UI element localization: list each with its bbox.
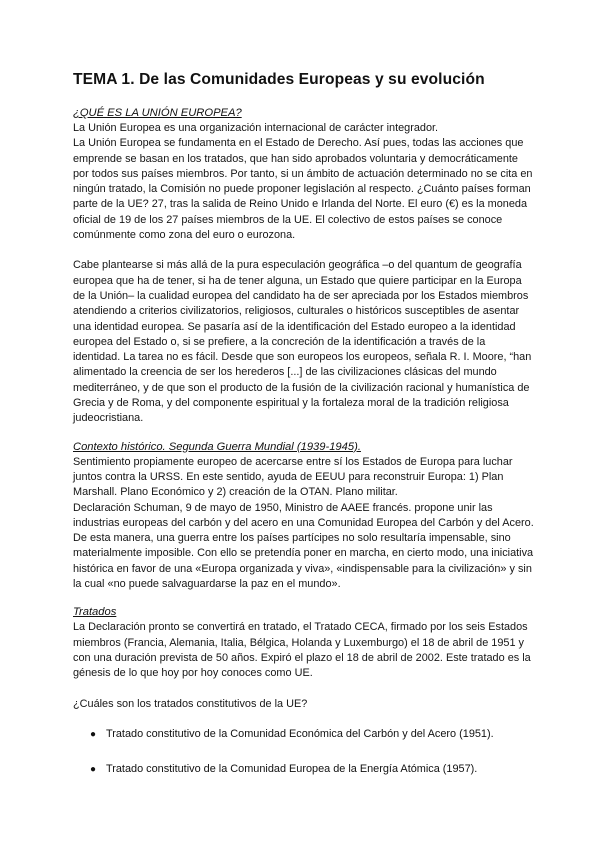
treaty-list [73,727,535,777]
section-historical-context [73,440,535,593]
question-text: ¿Cuáles son los tratados constitutivos de la UE? [73,697,308,710]
section-what-is-eu [73,106,535,427]
section-heading: ¿QUÉ ES LA UNIÓN EUROPEA? [73,107,242,119]
section-heading: Tratados [73,606,117,619]
paragraph: Sentimiento propiamente europeo de acercarse entre sí los Estados de Europa para luchar juntos contra la URSS. En este sentido, ayuda de EEUU para reconstruir Europa: 1) Plan Marshall. Plano Económico y 2) creación de la OTAN. Plano militar. [73,455,513,499]
list-item-text: Tratado constitutivo de la Comunidad Económica del Carbón y del Acero (1951). [106,727,494,740]
paragraph: La Unión Europea es una organización internacional de carácter integrador. [73,122,439,134]
paragraph: Declaración Schuman, 9 de mayo de 1950, Ministro de AAEE francés. propone unir las industrias europeas del carbón y del acero en una Comunidad Europea del Carbón y del Acero. De esta manera, una guerra entre los países partícipes no solo resultaría impensable, sino materialmente imposible. Con ello se pretendía poner en marcha, en cierto modo, una iniciativa histórica en favor de una «Europa organizada y viva», «indispensable para la civilización» y sin la cual «no puede salvaguardarse la paz en el mundo». [73,501,534,591]
list-item [73,762,535,777]
section-heading: Contexto histórico. Segunda Guerra Mundial (1939-1945). [73,440,361,453]
bullet-icon: ● [90,763,97,775]
paragraph: Cabe plantearse si más allá de la pura especulación geográfica –o del quantum de geografía europea que ha de tener, si ha de tener alguna, un Estado que quiere participar en la Europa de la Unión– la cualidad europea del candidato ha de ser apreciada por los Estados miembros atendiendo a criterios civilizatorios, religiosos, culturales o históricos susceptibles de asentar una identidad europea. Se pasaría así de la identificación del Estado europeo a la identidad europea del Estado o, si se prefiere, a la concreción de la identificación a través de la identidad. La tarea no es fácil. Desde que son europeos los europeos, señala R. I. Moore, “han alimentado la creencia de ser los herederos [...] de las civilizaciones clásicas del mundo mediterráneo, y de que son el producto de la fusión de la civilización racional y humanística de Grecia y de Roma, y del componente espiritual y la fortaleza moral de la tradición religiosa judeocristiana. [73,259,532,425]
list-item-text: Tratado constitutivo de la Comunidad Europea de la Energía Atómica (1957). [106,762,478,775]
bullet-icon: ● [90,728,97,740]
page-title: TEMA 1. De las Comunidades Europeas y su evolución [73,71,485,88]
list-item [73,727,535,742]
document-body [73,70,535,777]
paragraph: La Declaración pronto se convertirá en tratado, el Tratado CECA, firmado por los seis Estados miembros (Francia, Alemania, Italia, Bélgica, Holanda y Luxemburgo) el 18 de abril de 1951 y con una duración prevista de 50 años. Expiró el plazo el 18 de abril de 2002. Este tratado es la génesis de lo que hoy por hoy conoces como UE. [73,621,531,680]
section-treaties [73,605,535,776]
paragraph: La Unión Europea se fundamenta en el Estado de Derecho. Así pues, todas las acciones que emprende se basan en los tratados, que han sido aprobados voluntaria y democráticamente por todos sus países miembros. Por tanto, si un ámbito de actuación determinado no se cita en ningún tratado, la Comisión no puede proponer legislación al respecto. ¿Cuánto países forman parte de la UE? 27, tras la salida de Reino Unido e Irlanda del Norte. El euro (€) es la moneda oficial de 19 de los 27 países miembros de la UE. El colectivo de estos países se conoce comúnmente como zona del euro o eurozona. [73,137,533,242]
